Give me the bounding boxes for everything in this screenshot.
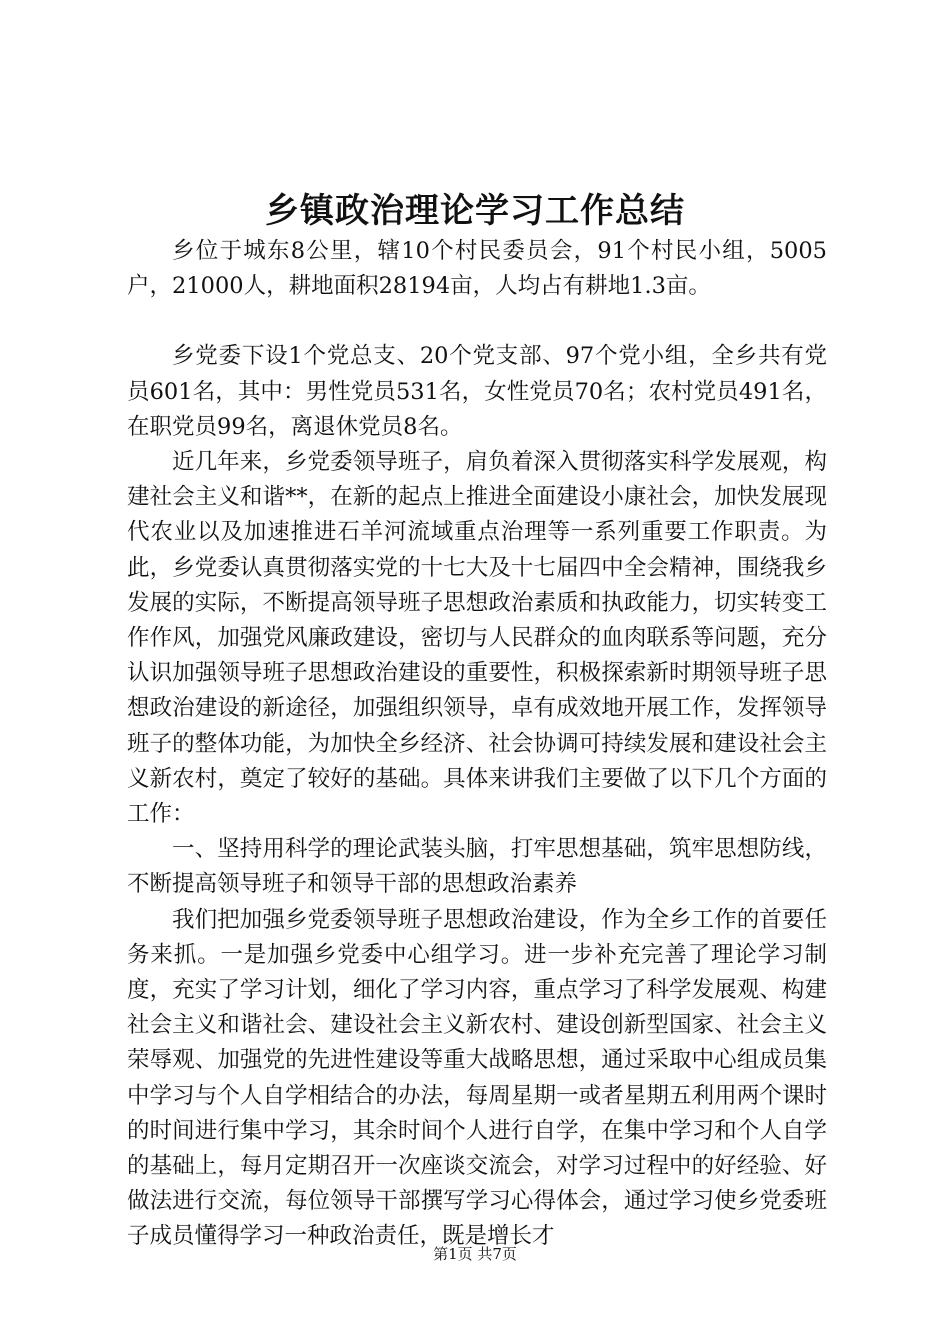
paragraph-party-organization: 乡党委下设1个党总支、20个党支部、97个党小组，全乡共有党员601名，其中：男性党员531名，女性党员70名；农村党员491名，在职党员99名，离退休党员8名。 — [127, 343, 827, 440]
section-heading-1: 一、坚持用科学的理论武装头脑，打牢思想基础，筑牢思想防线，不断提高领导班子和领导干部的思想政治素养 — [127, 836, 827, 898]
paragraph-study: 我们把加强乡党委领导班子思想政治建设，作为全乡工作的首要任务来抓。一是加强乡党委中心组学习。进一步补充完善了理论学习制度，充实了学习计划，细化了学习内容，重点学习了科学发展观、构建社会主义和谐社会、建设社会主义新农村、建设创新型国家、社会主义荣辱观、加强党的先进性建设等重大战略思想，通过采取中心组成员集中学习与个人自学相结合的办法，每周星期一或者星期五利用两个课时的时间进行集中学习，其余时间个人进行自学，在集中学习和个人自学的基础上，每月定期召开一次座谈交流会，对学习过程中的好经验、好做法进行交流，每位领导干部撰写学习心得体会，通过学习使乡党委班子成员懂得学习一种政治责任，既是增长才 — [127, 906, 827, 1250]
paragraph-overview: 乡位于城东8公里，辖10个村民委员会，91个村民小组，5005户，21000人，耕地面积28194亩，人均占有耕地1.3亩。 — [127, 238, 827, 300]
paragraph-work-summary: 近几年来，乡党委领导班子，肩负着深入贯彻落实科学发展观，构建社会主义和谐**，在新的起点上推进全面建设小康社会，加快发展现代农业以及加速推进石羊河流域重点治理等一系列重要工作职责。为此，乡党委认真贯彻落实党的十七大及十七届四中全会精神，围绕我乡发展的实际，不断提高领导班子思想政治素质和执政能力，切实转变工作作风，加强党风廉政建设，密切与人民群众的血肉联系等问题，充分认识加强领导班子思想政治建设的重要性，积极探索新时期领导班子思想政治建设的新途径，加强组织领导，卓有成效地开展工作，发挥领导班子的整体功能，为加快全乡经济、社会协调可持续发展和建设社会主义新农村，奠定了较好的基础。具体来讲我们主要做了以下几个方面的工作： — [127, 449, 827, 828]
document-body — [127, 234, 827, 1255]
document-title: 乡镇政治理论学习工作总结 — [265, 191, 685, 231]
page-footer: 第1页 共7页 — [433, 1245, 517, 1263]
